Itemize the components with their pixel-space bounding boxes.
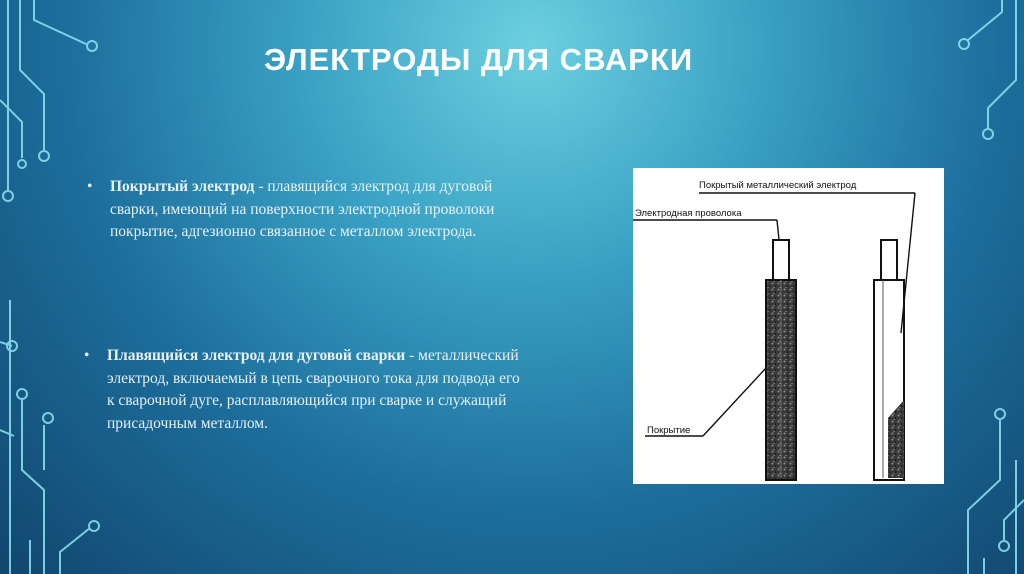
bullet-coated-electrode [87,176,510,244]
electrode-diagram [633,168,944,484]
bullet-text: - плавящийся электрод для дуговой сварки, имеющий на поверхности электродной проволоки покрытие, адгезионно связанное с металлом электрода. [110,178,495,240]
bullet-marker: • [87,178,93,195]
label-coated-electrode: Покрытый металлический электрод [699,180,857,191]
slide-title: ЭЛЕКТРОДЫ ДЛЯ СВАРКИ [264,42,694,77]
right-wire-stub [881,240,897,280]
label-coating: Покрытие [647,425,691,436]
bullet-text: - металлический электрод, включаемый в цепь сварочного тока для подвода его к сварочной дуге, расплавляющийся при сварке и служащий присадочным металлом. [107,347,520,432]
bullet-term: Плавящийся электрод для дуговой сварки [107,347,406,364]
bullet-term: Покрытый электрод [110,178,255,195]
left-wire-stub [773,240,789,280]
bullet-marker: • [84,347,90,364]
label-wire: Электродная проволока [635,208,742,219]
bullet-consumable-electrode [84,345,527,435]
